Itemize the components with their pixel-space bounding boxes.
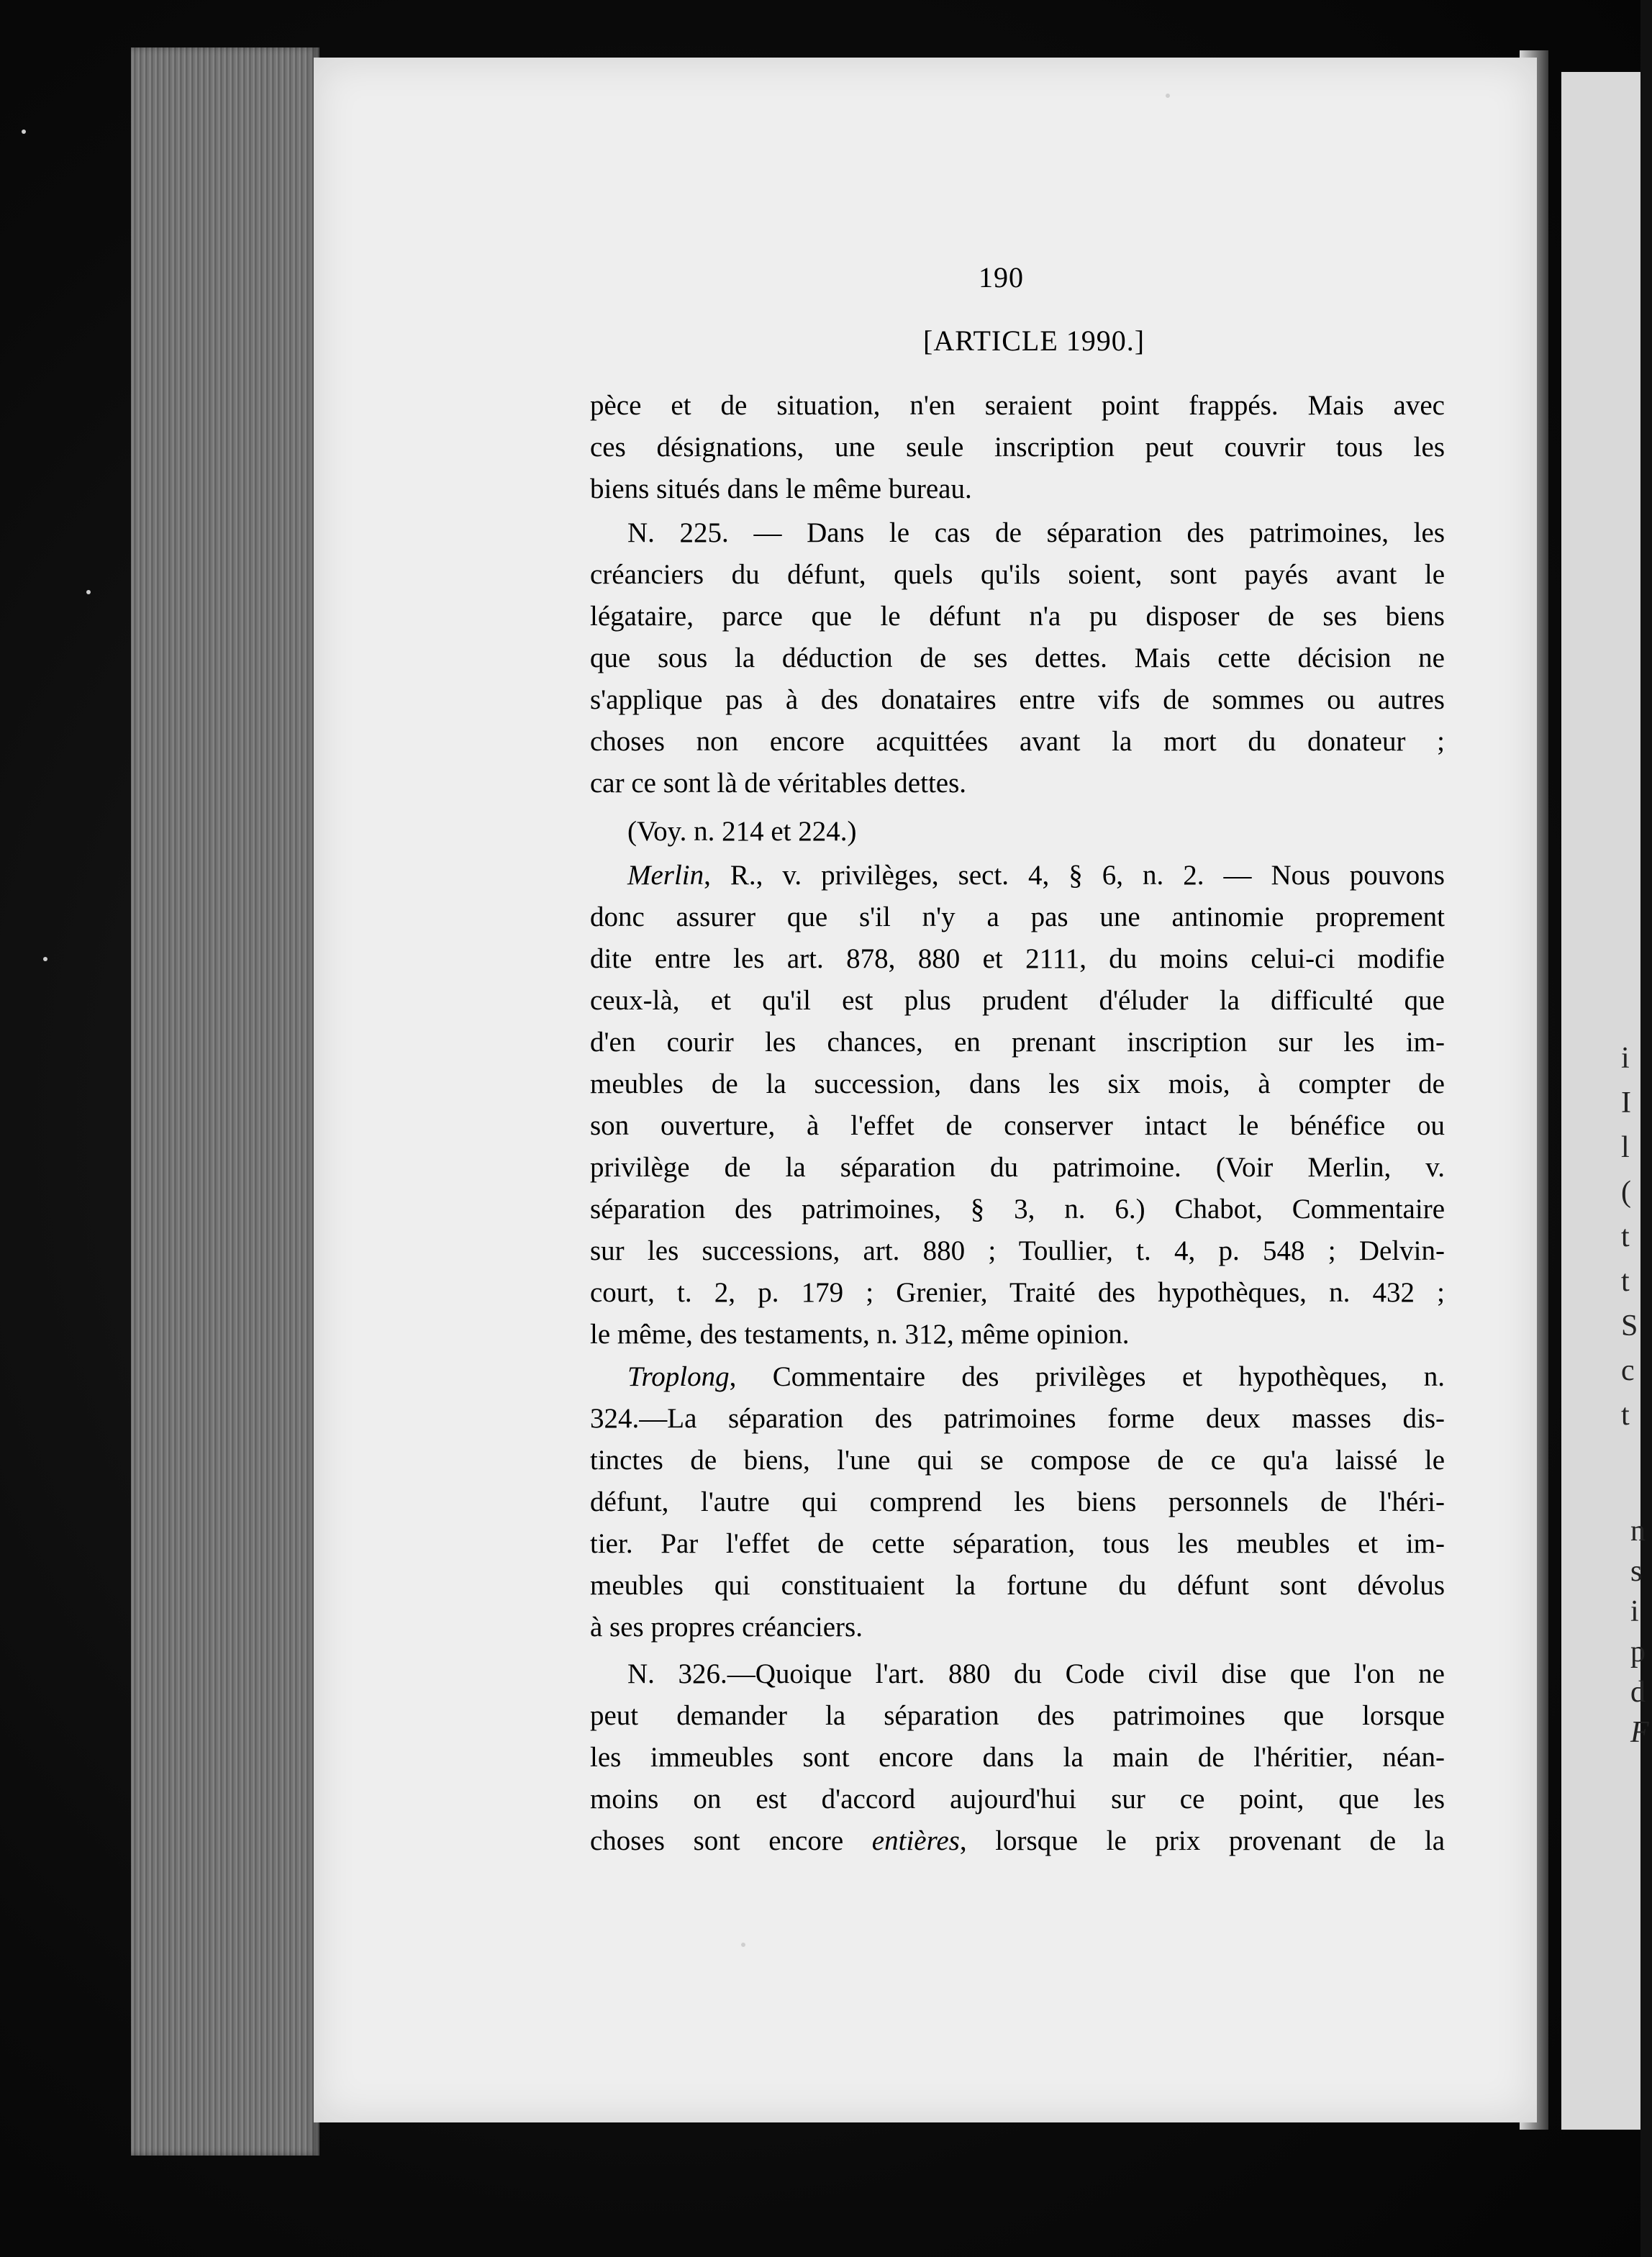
text-line: court, t. 2, p. 179 ; Grenier, Traité des hypothèques, n. 432 ; (590, 1277, 1445, 1308)
facing-letter: d (1630, 1676, 1646, 1709)
text-line: car ce sont là de véritables dettes. (590, 768, 967, 799)
text-line: le même, des testaments, n. 312, même opinion. (590, 1319, 1130, 1350)
emphasis-italic: entières (871, 1825, 960, 1856)
text-fragment: , Commentaire des privilèges et hypothèques, n. (729, 1361, 1445, 1392)
text-line: que sous la déduction de ses dettes. Mais cette décision ne (590, 642, 1445, 673)
author-name-italic: Troplong (627, 1361, 730, 1392)
text-line (590, 1356, 1445, 1398)
text-line: son ouverture, à l'effet de conserver intact le bénéfice ou (590, 1110, 1445, 1141)
author-name-italic: Merlin (627, 860, 704, 891)
facing-letter: t (1621, 1265, 1630, 1298)
facing-letter: p (1630, 1635, 1646, 1668)
text-line: ces désignations, une seule inscription peut couvrir tous les (590, 432, 1445, 463)
text-line: légataire, parce que le défunt n'a pu disposer de ses biens (590, 601, 1445, 632)
facing-letter: t (1621, 1399, 1630, 1432)
text-line: à ses propres créanciers. (590, 1612, 863, 1643)
facing-letter: I (1621, 1086, 1631, 1120)
text-line: 324.—La séparation des patrimoines forme deux masses dis- (590, 1403, 1445, 1434)
paragraph-cross-reference (590, 811, 1445, 853)
facing-page-letters-lower (1630, 1511, 1652, 1753)
facing-letter: i (1621, 1042, 1630, 1075)
paragraph-merlin (590, 855, 1445, 1355)
text-line: ceux-là, et qu'il est plus prudent d'éluder la difficulté que (590, 985, 1445, 1016)
dust-speck (1166, 94, 1170, 98)
text-line: tier. Par l'effet de cette séparation, tous les meubles et im- (590, 1528, 1445, 1559)
text-line: biens situés dans le même bureau. (590, 473, 972, 504)
dust-speck (86, 590, 91, 594)
text-line: séparation des patrimoines, § 3, n. 6.) Chabot, Commentaire (590, 1194, 1445, 1225)
page-number: 190 (979, 261, 1024, 294)
paragraph-troplong (590, 1356, 1445, 1648)
text-line: peut demander la séparation des patrimoines que lorsque (590, 1700, 1445, 1731)
text-line: créanciers du défunt, quels qu'ils soient, sont payés avant le (590, 559, 1445, 590)
text-line: (Voy. n. 214 et 224.) (627, 816, 857, 847)
text-fragment: , lorsque le prix provenant de la (959, 1825, 1445, 1856)
text-line: d'en courir les chances, en prenant inscription sur les im- (590, 1027, 1445, 1058)
text-line: sur les successions, art. 880 ; Toullier, t. 4, p. 548 ; Delvin- (590, 1235, 1445, 1266)
facing-letter: i (1630, 1595, 1639, 1628)
text-line: les immeubles sont encore dans la main de l'héritier, néan- (590, 1742, 1445, 1773)
text-line: défunt, l'autre qui comprend les biens personnels de l'héri- (590, 1486, 1445, 1517)
facing-letter: ( (1621, 1176, 1631, 1209)
text-fragment: choses sont encore (590, 1825, 872, 1856)
paragraph-continuation (590, 385, 1445, 510)
text-line (590, 1820, 1445, 1862)
text-line: privilège de la séparation du patrimoine. (Voir Merlin, v. (590, 1152, 1445, 1183)
text-line: choses non encore acquittées avant la mort du donateur ; (590, 726, 1445, 757)
text-line: moins on est d'accord aujourd'hui sur ce point, que les (590, 1784, 1445, 1815)
paragraph-n326 (590, 1653, 1445, 1862)
facing-letter: n (1630, 1514, 1646, 1548)
facing-letter: s (1630, 1555, 1643, 1588)
dust-speck (22, 130, 26, 134)
facing-letter: t (1621, 1220, 1630, 1253)
facing-letter: F (1630, 1716, 1649, 1749)
text-line: tinctes de biens, l'une qui se compose de ce qu'a laissé le (590, 1445, 1445, 1476)
text-line: pèce et de situation, n'en seraient point frappés. Mais avec (590, 390, 1445, 421)
dust-speck (43, 957, 47, 961)
running-head: [ARTICLE 1990.] (923, 324, 1145, 357)
text-line: s'applique pas à des donataires entre vifs de sommes ou autres (590, 684, 1445, 715)
text-fragment: , R., v. privilèges, sect. 4, § 6, n. 2. — Nous pouvons (704, 860, 1445, 891)
facing-page-letters-upper (1621, 1036, 1650, 1438)
text-line: meubles qui constituaient la fortune du défunt sont dévolus (590, 1570, 1445, 1601)
text-line: N. 326.—Quoique l'art. 880 du Code civil dise que l'on ne (627, 1658, 1445, 1689)
text-line: meubles de la succession, dans les six mois, à compter de (590, 1068, 1445, 1099)
book-page-edges (131, 47, 319, 2156)
dust-speck (741, 1943, 745, 1947)
text-line (590, 855, 1445, 896)
text-line: dite entre les art. 878, 880 et 2111, du moins celui-ci modifie (590, 943, 1445, 974)
facing-letter: l (1621, 1131, 1630, 1164)
facing-letter: c (1621, 1354, 1635, 1387)
text-line: donc assurer que s'il n'y a pas une antinomie proprement (590, 902, 1445, 932)
facing-letter: S (1621, 1309, 1638, 1343)
paragraph-n225 (590, 512, 1445, 804)
text-line: N. 225. — Dans le cas de séparation des patrimoines, les (627, 517, 1445, 548)
